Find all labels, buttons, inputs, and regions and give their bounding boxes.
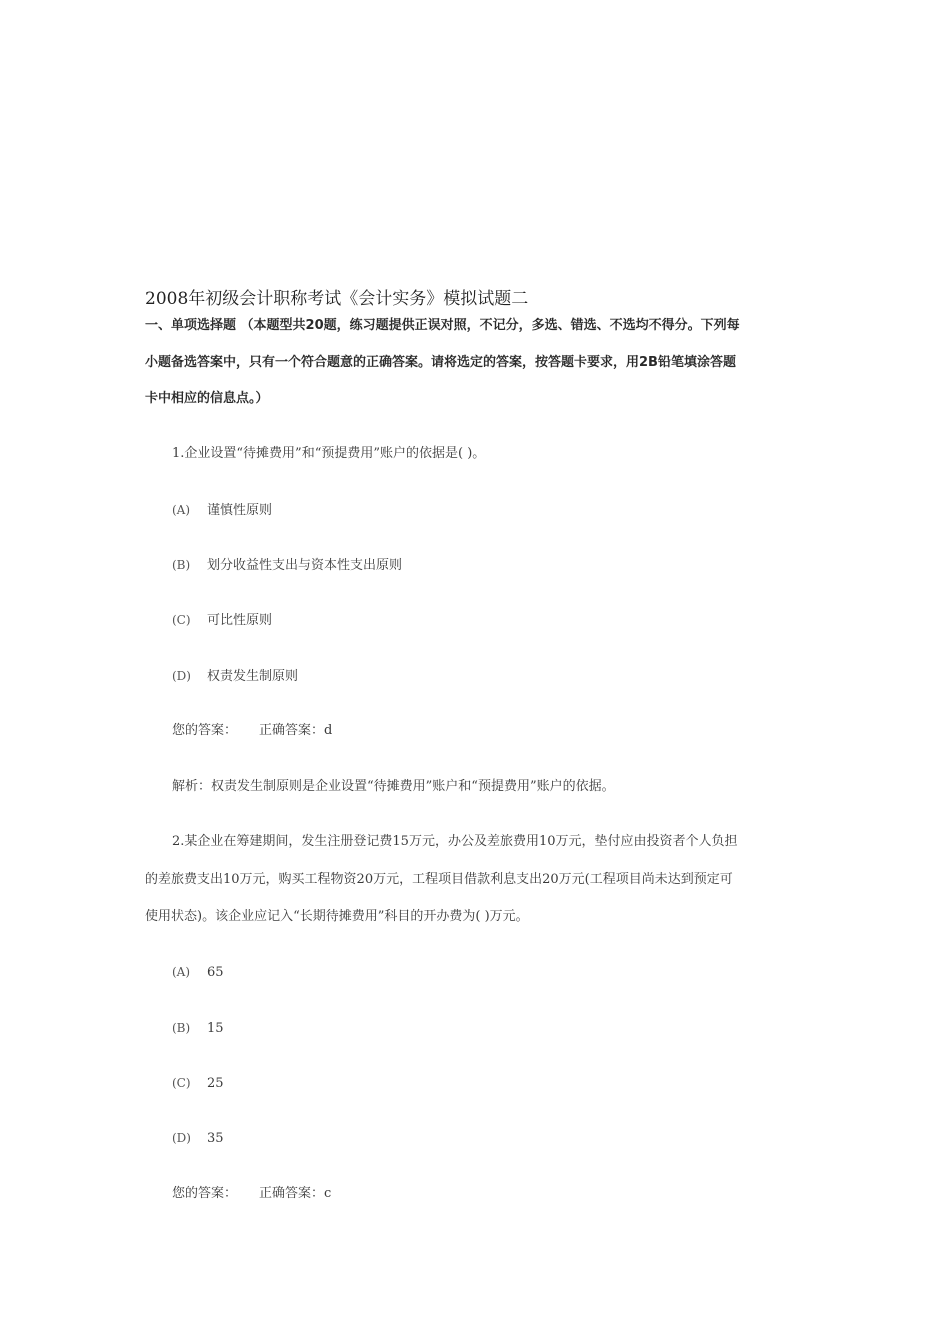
section-instructions bbox=[145, 314, 820, 424]
correct-answer-label: 正确答案：c bbox=[259, 1186, 332, 1201]
option-text: 25 bbox=[207, 1076, 224, 1091]
question-1-option-a bbox=[172, 500, 272, 521]
option-text: 15 bbox=[207, 1021, 224, 1036]
option-text: 35 bbox=[207, 1131, 224, 1146]
option-letter: (D) bbox=[172, 1131, 191, 1145]
option-text: 65 bbox=[207, 965, 224, 980]
your-answer-label: 您的答案： bbox=[172, 723, 238, 738]
option-letter: (A) bbox=[172, 965, 191, 979]
question-2-stem-line: 使用状态)。该企业应记入“长期待摊费用”科目的开办费为( )万元。 bbox=[145, 909, 529, 924]
option-letter: (A) bbox=[172, 503, 191, 517]
question-1-stem: 1.企业设置“待摊费用”和“预提费用”账户的依据是( )。 bbox=[172, 446, 486, 461]
question-2-answer-row bbox=[172, 1184, 331, 1204]
question-2-option-c bbox=[172, 1073, 224, 1094]
question-2-option-a bbox=[172, 962, 224, 983]
section-instructions-line: 一、单项选择题 （本题型共20题，练习题提供正误对照，不记分，多选、错选、不选均不得分。下列每 bbox=[145, 318, 740, 333]
question-1-analysis: 解析：权责发生制原则是企业设置“待摊费用”账户和“预提费用”账户的依据。 bbox=[172, 779, 615, 794]
your-answer-label: 您的答案： bbox=[172, 1186, 238, 1201]
section-instructions-line: 卡中相应的信息点。） bbox=[145, 391, 269, 406]
question-2-stem-line: 2.某企业在筹建期间，发生注册登记费15万元，办公及差旅费用10万元，垫付应由投资者个人负担 bbox=[172, 834, 738, 849]
question-1-option-d bbox=[172, 666, 298, 687]
section-instructions-line: 小题备选答案中，只有一个符合题意的正确答案。请将选定的答案，按答题卡要求，用2B铅笔填涂答题 bbox=[145, 354, 736, 370]
question-2-option-b bbox=[172, 1018, 224, 1039]
option-letter: (C) bbox=[172, 613, 191, 627]
option-text: 权责发生制原则 bbox=[207, 669, 299, 684]
option-text: 谨慎性原则 bbox=[207, 503, 273, 518]
option-letter: (D) bbox=[172, 669, 191, 683]
option-letter: (B) bbox=[172, 1021, 191, 1035]
option-text: 可比性原则 bbox=[207, 613, 273, 628]
question-2-option-d bbox=[172, 1128, 224, 1149]
correct-answer-label: 正确答案：d bbox=[259, 723, 333, 738]
option-text: 划分收益性支出与资本性支出原则 bbox=[207, 558, 403, 573]
question-1-option-c bbox=[172, 610, 272, 631]
question-1-answer-row bbox=[172, 721, 332, 741]
question-1-option-b bbox=[172, 555, 402, 576]
option-letter: (B) bbox=[172, 558, 191, 572]
option-letter: (C) bbox=[172, 1076, 191, 1090]
question-2-stem-line: 的差旅费支出10万元，购买工程物资20万元，工程项目借款利息支出20万元(工程项目尚未达到预定可 bbox=[145, 872, 733, 887]
document-title: 2008年初级会计职称考试《会计实务》模拟试题二 bbox=[145, 289, 529, 309]
